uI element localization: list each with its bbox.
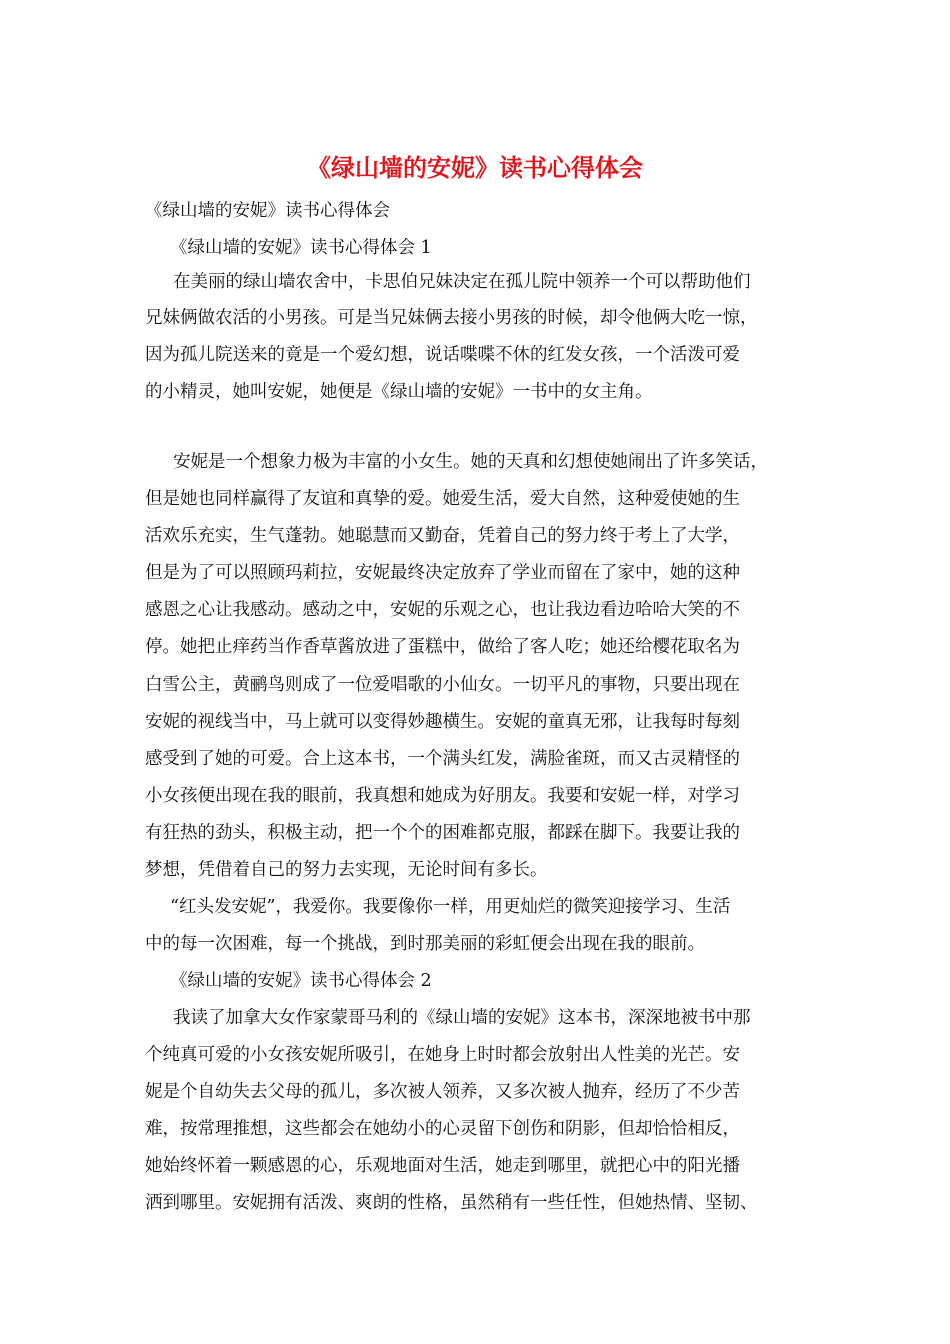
text-line: 个纯真可爱的小女孩安妮所吸引，在她身上时时都会放射出人性美的光芒。安 bbox=[145, 1045, 740, 1065]
text-line: 《绿山墙的安妮》读书心得体会 bbox=[145, 201, 390, 221]
text-line: 白雪公主，黄鹂鸟则成了一位爱唱歌的小仙女。一切平凡的事物，只要出现在 bbox=[145, 675, 740, 695]
text-line: 感受到了她的可爱。合上这本书，一个满头红发，满脸雀斑，而又古灵精怪的 bbox=[145, 749, 740, 769]
text-line: 兄妹俩做农活的小男孩。可是当兄妹俩去接小男孩的时候，却令他俩大吃一惊， bbox=[145, 308, 758, 328]
text-line: 中的每一次困难，每一个挑战，到时那美丽的彩虹便会出现在我的眼前。 bbox=[145, 934, 705, 954]
text-line: “红头发安妮”，我爱你。我要像你一样，用更灿烂的微笑迎接学习、生活 bbox=[170, 897, 731, 917]
text-line: 洒到哪里。安妮拥有活泼、爽朗的性格，虽然稍有一些任性，但她热情、坚韧、 bbox=[145, 1193, 758, 1213]
text-line: 在美丽的绿山墙农舍中，卡思伯兄妹决定在孤儿院中领养一个可以帮助他们 bbox=[173, 272, 751, 292]
text-line: 我读了加拿大女作家蒙哥马利的《绿山墙的安妮》这本书，深深地被书中那 bbox=[173, 1008, 751, 1028]
text-line: 活欢乐充实，生气蓬勃。她聪慧而又勤奋，凭着自己的努力终于考上了大学， bbox=[145, 526, 740, 546]
text-line: 感恩之心让我感动。感动之中，安妮的乐观之心，也让我边看边哈哈大笑的不 bbox=[145, 600, 740, 620]
text-line: 有狂热的劲头，积极主动，把一个个的困难都克服，都踩在脚下。我要让我的 bbox=[145, 823, 740, 843]
text-line: 安妮是一个想象力极为丰富的小女生。她的天真和幻想使她闹出了许多笑话， bbox=[173, 452, 768, 472]
text-line: 停。她把止痒药当作香草酱放进了蛋糕中，做给了客人吃；她还给樱花取名为 bbox=[145, 637, 740, 657]
text-line: 她始终怀着一颗感恩的心，乐观地面对生活，她走到哪里，就把心中的阳光播 bbox=[145, 1156, 740, 1176]
text-line: 安妮的视线当中，马上就可以变得妙趣横生。安妮的童真无邪，让我每时每刻 bbox=[145, 712, 740, 732]
text-line: 因为孤儿院送来的竟是一个爱幻想，说话喋喋不休的红发女孩，一个活泼可爱 bbox=[145, 345, 740, 365]
section-heading: 《绿山墙的安妮》读书心得体会 1 bbox=[170, 238, 432, 258]
text-line: 难，按常理推想，这些都会在她幼小的心灵留下创伤和阴影，但却恰恰相反， bbox=[145, 1119, 740, 1139]
section-heading: 《绿山墙的安妮》读书心得体会 2 bbox=[170, 971, 432, 991]
text-line: 的小精灵，她叫安妮，她便是《绿山墙的安妮》一书中的女主角。 bbox=[145, 382, 653, 402]
text-line: 小女孩便出现在我的眼前，我真想和她成为好朋友。我要和安妮一样，对学习 bbox=[145, 786, 740, 806]
document-title: 《绿山墙的安妮》读书心得体会 bbox=[307, 153, 643, 182]
text-line: 梦想，凭借着自己的努力去实现，无论时间有多长。 bbox=[145, 860, 548, 880]
text-line: 但是她也同样赢得了友谊和真挚的爱。她爱生活，爱大自然，这种爱使她的生 bbox=[145, 489, 740, 509]
text-line: 但是为了可以照顾玛莉拉，安妮最终决定放弃了学业而留在了家中，她的这种 bbox=[145, 563, 740, 583]
text-line: 妮是个自幼失去父母的孤儿，多次被人领养，又多次被人抛弃，经历了不少苦 bbox=[145, 1082, 740, 1102]
